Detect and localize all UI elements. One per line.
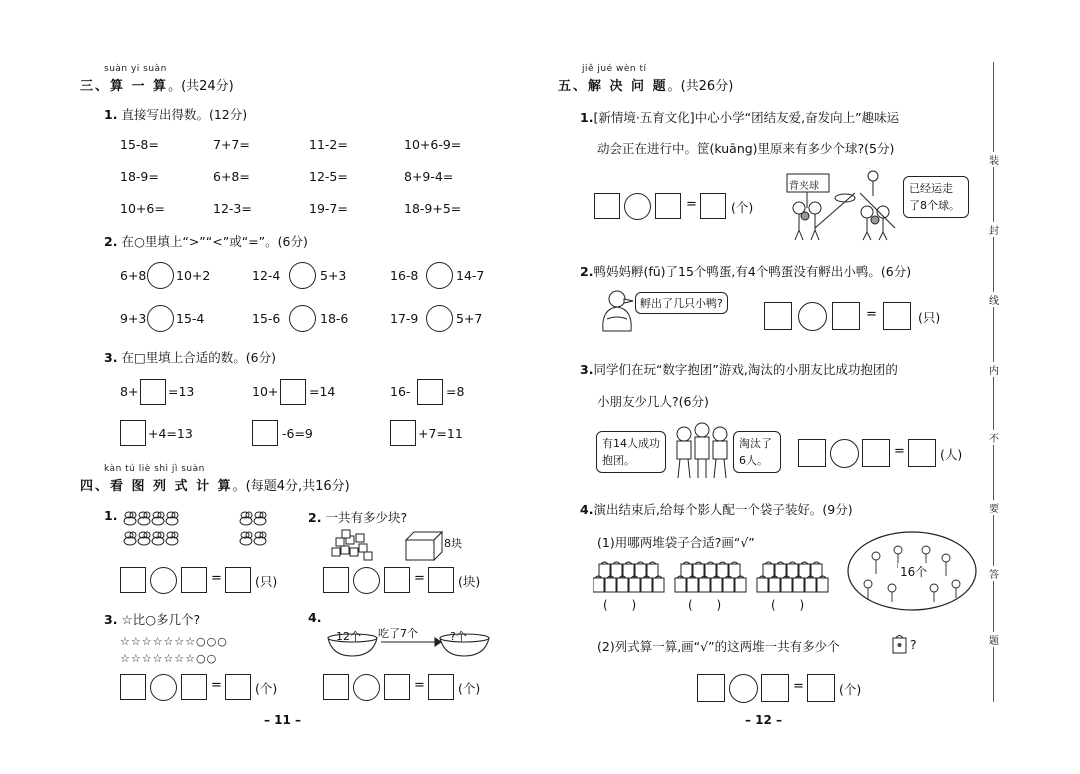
p2-num: 2. <box>308 510 322 525</box>
q1-text: 直接写出得数。(12分) <box>121 107 248 122</box>
q2-right-expr: 5+7 <box>456 311 483 326</box>
sec3-title <box>80 75 234 94</box>
p1-circle[interactable] <box>150 567 177 594</box>
q3-r1a-box[interactable] <box>140 379 166 405</box>
q2-compare-circle[interactable] <box>147 305 174 332</box>
sec5-title-text: 五、解 决 问 题 <box>558 79 668 94</box>
q1-heading <box>104 105 247 123</box>
p4-unit: (个) <box>458 681 481 696</box>
sec3-pinyin: suàn yi suàn <box>104 64 167 74</box>
q3-r1b-box[interactable] <box>280 379 306 405</box>
q2-heading <box>104 232 308 250</box>
r2-equals: = <box>866 307 877 322</box>
sec5-pinyin: jiě jué wèn tí <box>582 64 647 74</box>
r4-count-label: 16个 <box>900 565 928 579</box>
r3-circle[interactable] <box>830 439 859 468</box>
q2-left-expr: 9+3 <box>120 311 147 326</box>
q3-text: 在□里填上合适的数。(6分) <box>121 350 276 365</box>
q1-expression: 15-8= <box>120 137 159 152</box>
p1-equals: = <box>211 571 222 586</box>
p3-heading <box>104 610 200 628</box>
q1-expression: 7+7= <box>213 137 250 152</box>
q2-left-expr: 12-4 <box>252 268 281 283</box>
binding-char: 题 <box>986 632 1002 647</box>
q2-right-expr: 15-4 <box>176 311 205 326</box>
r3-equals: = <box>894 444 905 459</box>
p2-heading <box>308 508 407 526</box>
sec5-title <box>558 75 733 94</box>
q3-r2a-box[interactable] <box>120 420 146 446</box>
p2-box-c[interactable] <box>428 567 454 593</box>
p1-box-a[interactable] <box>120 567 146 593</box>
q1-expression: 12-3= <box>213 201 252 216</box>
p2-text: 一共有多少块? <box>325 510 408 525</box>
bag-piles-picture <box>593 558 843 594</box>
sec4-title-text: 四、看 图 列 式 计 算 <box>80 479 233 494</box>
p2-box-a[interactable] <box>323 567 349 593</box>
bee-picture <box>120 510 280 560</box>
q2-compare-circle[interactable] <box>147 262 174 289</box>
r4-heading <box>580 500 853 518</box>
q3-r1c-right: =8 <box>446 384 465 399</box>
duck-mother-picture <box>597 285 637 335</box>
q2-num: 2. <box>104 234 118 249</box>
p3-box-b[interactable] <box>181 674 207 700</box>
children-group-picture <box>668 420 738 482</box>
r1-unit: (个) <box>731 200 754 215</box>
p3-unit: (个) <box>255 681 278 696</box>
p4-equals: = <box>414 678 425 693</box>
q3-r1b-left: 10+ <box>252 384 279 399</box>
q2-right-expr: 14-7 <box>456 268 485 283</box>
p3-box-a[interactable] <box>120 674 146 700</box>
p3-circle[interactable] <box>150 674 177 701</box>
sec3-points: 。(共24分) <box>168 79 234 94</box>
q1-expression: 10+6-9= <box>404 137 462 152</box>
r2-num: 2. <box>580 264 594 279</box>
q1-expression: 18-9= <box>120 169 159 184</box>
r2-circle[interactable] <box>798 302 827 331</box>
q2-right-expr: 5+3 <box>320 268 347 283</box>
sec4-pinyin: kàn tú liè shì jì suàn <box>104 464 205 474</box>
p3-row2: ☆☆☆☆☆☆☆○○ <box>120 652 218 665</box>
r3-line1 <box>580 360 898 378</box>
q3-r1a-left: 8+ <box>120 384 139 399</box>
r2-box-a[interactable] <box>764 302 792 330</box>
r4-num: 4. <box>580 502 594 517</box>
r1-line2: 动会正在进行中。筐(kuāng)里原来有多少个球?(5分) <box>597 141 895 156</box>
p2-circle[interactable] <box>353 567 380 594</box>
r2-box-c[interactable] <box>883 302 911 330</box>
p4-circle[interactable] <box>353 674 380 701</box>
binding-char: 装 <box>986 152 1002 167</box>
p3-text: ☆比○多几个? <box>121 612 201 627</box>
r4-unit: (个) <box>839 682 862 697</box>
r4-text: 演出结束后,给每个影人配一个袋子装好。(9分) <box>593 502 853 517</box>
p1-unit: (只) <box>255 574 278 589</box>
p4-num <box>308 610 321 625</box>
q2-compare-circle[interactable] <box>426 305 453 332</box>
sec4-title <box>80 475 350 494</box>
q1-num: 1. <box>104 107 118 122</box>
r1-equals: = <box>686 197 697 212</box>
p3-box-c[interactable] <box>225 674 251 700</box>
r4-box-c[interactable] <box>807 674 835 702</box>
p3-equals: = <box>211 678 222 693</box>
q1-expression: 10+6= <box>120 201 165 216</box>
q3-r2c-box[interactable] <box>390 420 416 446</box>
q2-compare-circle[interactable] <box>289 262 316 289</box>
p2-box-label: 8块 <box>444 537 462 550</box>
p1-num <box>104 508 117 523</box>
p1-box-b[interactable] <box>181 567 207 593</box>
p4-end-label: ?个 <box>450 630 467 643</box>
p4-start-label: 12个 <box>336 630 361 643</box>
binding-char: 封 <box>986 222 1002 237</box>
q3-num: 3. <box>104 350 118 365</box>
q1-expression: 12-5= <box>309 169 348 184</box>
r3-box-c[interactable] <box>908 439 936 467</box>
r4-choice-3[interactable]: ( ) <box>771 598 815 612</box>
p3-row1: ☆☆☆☆☆☆☆○○○ <box>120 635 228 648</box>
sec4-points: 。(每题4分,共16分) <box>232 479 350 494</box>
p2-box-b[interactable] <box>384 567 410 593</box>
q2-compare-circle[interactable] <box>289 305 316 332</box>
r3-num: 3. <box>580 362 594 377</box>
page-number-right: – 12 – <box>745 713 783 727</box>
binding-char: 不 <box>986 430 1002 445</box>
r3-box-b[interactable] <box>862 439 890 467</box>
r1-box-c[interactable] <box>700 193 726 219</box>
q1-expression: 8+9-4= <box>404 169 454 184</box>
r4-box-b[interactable] <box>761 674 789 702</box>
sec5-points: 。(共26分) <box>667 79 734 94</box>
r3-unit: (人) <box>940 447 963 462</box>
q2-compare-circle[interactable] <box>426 262 453 289</box>
sec3-title-text: 三、算 一 算 <box>80 79 169 94</box>
r4-sub2 <box>597 637 840 655</box>
r3-speech-bubble-2: 淘汰了6人。 <box>733 431 781 473</box>
r1-num: 1. <box>580 110 594 125</box>
binding-char: 线 <box>986 292 1002 307</box>
q2-left-expr: 6+8 <box>120 268 147 283</box>
r1-circle[interactable] <box>624 193 651 220</box>
bag-icon <box>891 633 909 655</box>
r4-choice-2[interactable]: ( ) <box>688 598 732 612</box>
q2-text: 在○里填上“>”“<”或“=”。(6分) <box>121 234 308 249</box>
r4-sub2-text: (2)列式算一算,画“√”的这两堆一共有多少个 <box>597 639 840 654</box>
binding-char: 内 <box>986 362 1002 377</box>
p1-box-c[interactable] <box>225 567 251 593</box>
q2-left-expr: 17-9 <box>390 311 419 326</box>
page-number-left: – 11 – <box>264 713 302 727</box>
r4-box-a[interactable] <box>697 674 725 702</box>
p3-num: 3. <box>104 612 118 627</box>
p4-num-text: 4. <box>308 610 322 625</box>
p2-equals: = <box>414 571 425 586</box>
r2-text: 鸭妈妈孵(fū)了15个鸭蛋,有4个鸭蛋没有孵出小鸭。(6分) <box>593 264 912 279</box>
r4-equals: = <box>793 679 804 694</box>
q1-expression: 6+8= <box>213 169 250 184</box>
q1-expression: 19-7= <box>309 201 348 216</box>
r3-line2: 小朋友少几人?(6分) <box>597 394 709 409</box>
r3-speech-bubble-1: 有14人成功抱团。 <box>596 431 666 473</box>
r1-box-b[interactable] <box>655 193 681 219</box>
q3-r2b-box[interactable] <box>252 420 278 446</box>
q2-left-expr: 15-6 <box>252 311 281 326</box>
q3-r1c-box[interactable] <box>417 379 443 405</box>
r3-box-a[interactable] <box>798 439 826 467</box>
r4-choice-1[interactable]: ( ) <box>603 598 647 612</box>
p4-box-c[interactable] <box>428 674 454 700</box>
r4-sub2-end: ? <box>910 637 917 652</box>
binding-char: 答 <box>986 566 1002 581</box>
p4-box-b[interactable] <box>384 674 410 700</box>
q1-expression: 18-9+5= <box>404 201 462 216</box>
q3-r2b-right: -6=9 <box>282 426 313 441</box>
r3-text1: 同学们在玩“数字抱团”游戏,淘汰的小朋友比成功抱团的 <box>593 362 898 377</box>
q3-heading <box>104 348 276 366</box>
r1-sign-label: 背夹球 <box>789 181 819 192</box>
r2-heading <box>580 262 911 280</box>
r1-line1 <box>580 108 899 126</box>
r1-speech-bubble: 已经运走了8个球。 <box>903 176 969 218</box>
q1-expression: 11-2= <box>309 137 348 152</box>
p2-unit: (块) <box>458 574 481 589</box>
q3-r2a-right: +4=13 <box>148 426 193 441</box>
r2-unit: (只) <box>918 310 941 325</box>
r1-text1: [新情境·五育文化]中心小学“团结友爱,奋发向上”趣味运 <box>593 110 900 125</box>
q3-r2c-right: +7=11 <box>418 426 463 441</box>
binding-char: 要 <box>986 500 1002 515</box>
p4-box-a[interactable] <box>323 674 349 700</box>
q2-right-expr: 18-6 <box>320 311 349 326</box>
q2-right-expr: 10+2 <box>176 268 211 283</box>
p1-num-text: 1. <box>104 508 118 523</box>
q2-left-expr: 16-8 <box>390 268 419 283</box>
q3-r1b-right: =14 <box>309 384 336 399</box>
q3-r1a-right: =13 <box>168 384 195 399</box>
p4-arrow-label: 吃了7个 <box>378 627 418 640</box>
r2-box-b[interactable] <box>832 302 860 330</box>
r4-circle[interactable] <box>729 674 758 703</box>
r2-speech-bubble: 孵出了几只小鸭? <box>635 292 728 314</box>
q3-r1c-left: 16- <box>390 384 411 399</box>
r1-box-a[interactable] <box>594 193 620 219</box>
r4-sub1: (1)用哪两堆袋子合适?画“√” <box>597 535 755 550</box>
